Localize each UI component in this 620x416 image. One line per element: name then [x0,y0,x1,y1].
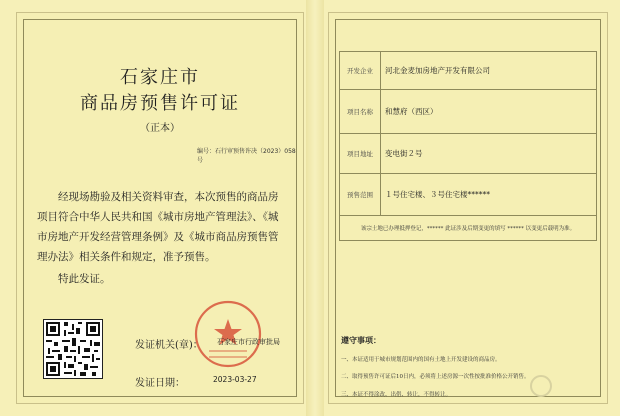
left-page [16,12,304,404]
watermark [530,372,590,400]
developer-value: 河北金麦加房地产开发有限公司 [381,52,597,90]
certificate-body [37,187,287,289]
table-row [340,134,597,174]
developer-label: 开发企业 [340,52,381,90]
project-info-table [339,51,597,241]
table-row [340,174,597,216]
body-closing: 特此发证。 [58,273,111,285]
presale-scope-label: 预售范围 [340,174,381,216]
project-name-value: 和慧府（西区） [381,90,597,134]
issue-date-label: 发证日期： [135,378,185,389]
project-address-value: 变电街２号 [381,134,597,174]
table-row [340,90,597,134]
right-page [328,12,608,404]
official-seal [193,299,263,369]
issuer-value: 石家庄市行政审批局 [217,338,280,346]
table-row [340,216,597,241]
certificate-number: 编号：石行审预售许决（2023）058号 [197,148,296,164]
mortgage-note: 该宗土地已办理抵押登记，****** 此证涉及后期变更的填写 ****** 以变更后载明为准。 [340,216,597,241]
certificate-subtitle: （正本） [140,123,180,134]
project-name-label: 项目名称 [340,90,381,134]
notice-item: 一、本证适用于城市规划范围内的国有土地上开发建设的商品房。 [341,357,501,363]
certificate-main-title: 商品房预售许可证 [80,93,240,114]
certificate-city-title: 石家庄市 [120,67,200,88]
notice-title: 遵守事项： [341,335,381,345]
page-fold [306,0,324,416]
qr-code [43,319,103,379]
presale-scope-value: １号住宅楼、３号住宅楼****** [381,174,597,216]
issuer-label: 发证机关(章)： [135,340,203,351]
notice-item: 二、取得预售许可证后10日内，必须将上述房源一次性按批准价格公开销售。 [341,374,530,380]
table-row [340,52,597,90]
body-paragraph: 经现场勘验及相关资料审查，本次预售的商品房项目符合中华人民共和国《城市房地产管理法》、《城市房地产开发经营管理条例》及《城市商品房预售管理办法》相关条件和规定，准予预售。 [37,191,279,263]
project-address-label: 项目地址 [340,134,381,174]
watermark-icon [530,375,552,397]
issue-date-value: 2023-03-27 [213,375,257,384]
notice-item: 三、本证不得涂改、出借、转让，不得转让。 [341,392,452,398]
